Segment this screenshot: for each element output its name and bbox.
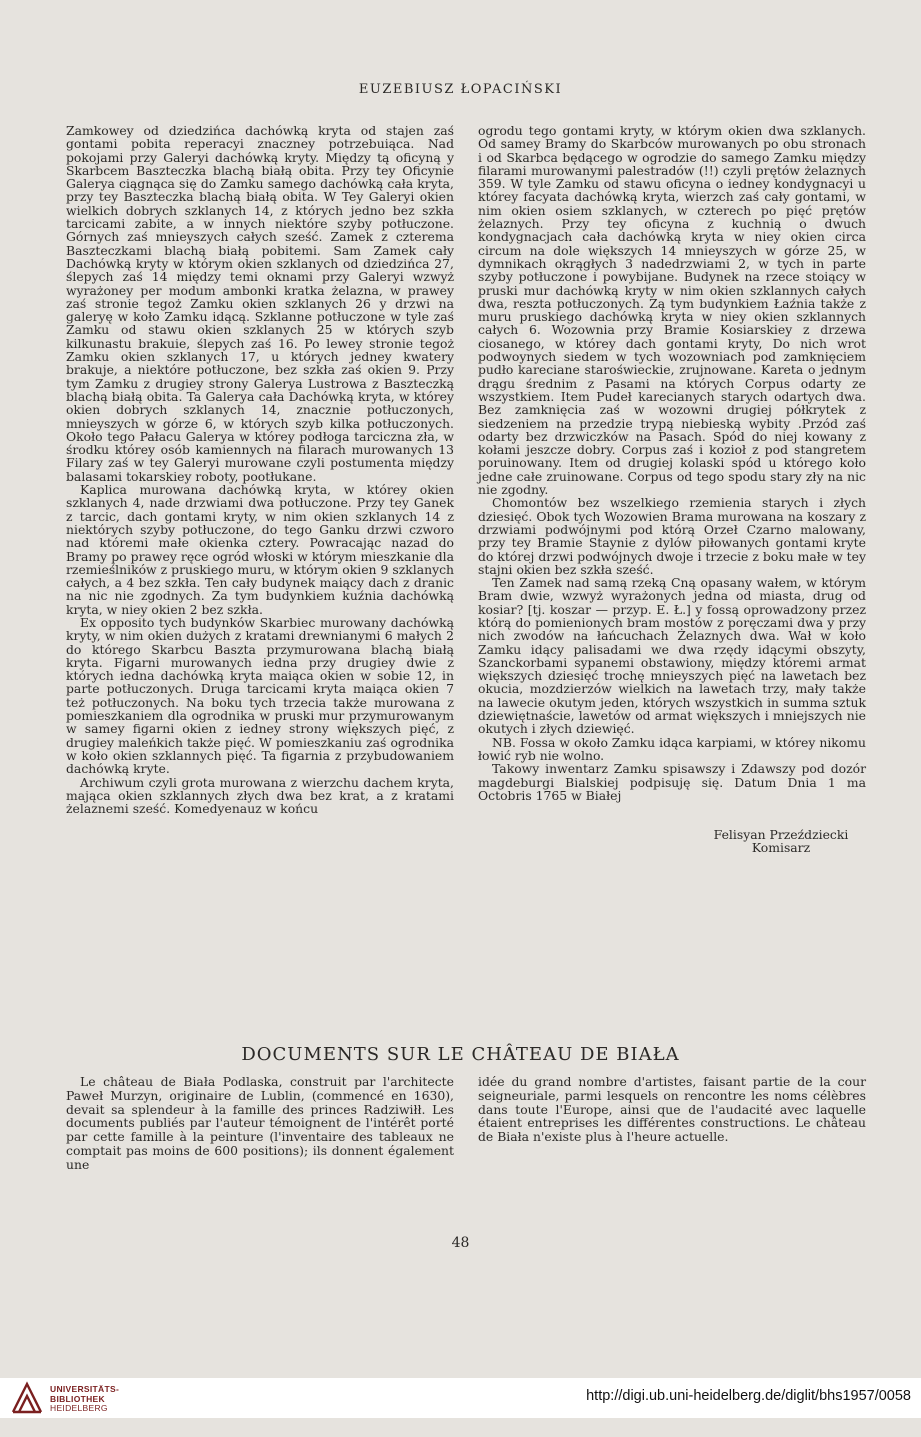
section-heading: DOCUMENTS SUR LE CHÂTEAU DE BIAŁA: [241, 1044, 680, 1065]
paragraph: Ex opposito tych budynków Skarbiec murowany dachówką kryty, w nim okien dużych z kratami drewnianymi 6 małych 2 do którego Skarbcu Baszta przymurowana blachą białą kryta. Figarni murowanych iedna przy drugiey dwie z których iedna dachówką kryta maiąca okien w sobie 12, in parte potłuczonych. Druga tarcicami kryta maiąca okien 7 też potłuczonych. Na boku tych trzecia także murowana z pomieszkaniem dla ogrodnika w pruski mur przymurowanym w samey figarni okien z iedney strony większych pięć, z drugiey maleńkich także pięć. W pomieszkaniu zaś ogrodnika w koło okien szklannych pięć. Ta figarnia z przybudowaniem dachówką kryte.: [66, 614, 454, 777]
paragraph: ogrodu tego gontami kryty, w którym okien dwa szklanych. Od samey Bramy do Skarbców murowanych po obu stronach i od Skarbca będącego w ogrodzie do samego Zamku między filarami murowanymi palestradów (!!) czyli prętów żelaznych 359. W tyle Zamku od stawu oficyna o iedney kondygnacyi u którey facyata dachówką kryta, wierzch zaś cały gontami, w nim okien osiem szklanych, w czterech po pięć prętów żelaznych. Przy tey oficyna z kuchnią o dwuch kondygnacjach cała dachówką kryta w niey okien circa circum na dole większych 14 mnieyszych w górze 25, w dymnikach okrągłych 3 nadedrzwiami 2, w tych in parte szyby potłuczone i powybijane. Budynek na rzece stoiący w pruski mur dachówką kryty w nim okien szklannych całych dwa, reszta potłuczonych. Zą tym budynkiem Łaźnia także z muru pruskiego dachówką kryta w niey okien szklannych całych 6. Wozownia przy Bramie Kosiarskiey z drzewa ciosanego, w którey dach gontami kryty, Do nich wrot podwoynych siedem w tych wozowniach pod zamknięciem pudło kareciane staroświeckie, zrujnowane. Kareta o jednym drągu średnim z Pasami na których Corpus odarty ze wszystkiem. Item Pudeł karecianych starych odartych dwa. Bez zamknięcia zaś w wozowni drugiej półkrytek z siedzeniem na przedzie trypą niebieską wybity .Przód zaś odarty bez drzwiczków na Pasach. Spód do niej kowany z kołami jeszcze dobry. Corpus zaś i kozioł z pod stangretem poruinowany. Item od drugiej kolaski spód u którego koło jedne całe zruinowane. Corpus od tego spodu stary zły na nic nie zgodny.: [478, 123, 866, 498]
source-url-link[interactable]: http://digi.ub.uni-heidelberg.de/diglit/bhs1957/0058: [586, 1388, 911, 1404]
left-column: [66, 124, 454, 815]
paragraph: NB. Fossa w około Zamku idąca karpiami, w którey nikomu łowić ryb nie wolno.: [478, 734, 866, 763]
paragraph: Kaplica murowana dachówką kryta, w którey okien szklanych 4, nade drzwiami dwa potłuczone. Przy tey Ganek z tarcic, dach gontami kryty, w nim okien szklanych 14 z niektórych szyby potłuczone, do tego Ganku drzwi czworo nad któremi małe okienka cztery. Powracając nazad do Bramy po prawey ręce ogród włoski w którym mieszkanie dla rzemieślników z pruskiego muru, w którym okien 9 szklanych całych, a 4 bez szkła. Ten cały budynek maiący dach z dranic na nic nie zgodnych. Za tym budynkiem kuźnia dachówką kryta, w niey okien 2 bez szkła.: [66, 482, 454, 617]
paragraph: Zamkowey od dziedzińca dachówką kryta od stajen zaś gontami pobita reperacyi znaczney potrzebuiąca. Nad pokojami przy Galeryi dachówką kryty. Między tą oficyną y Skarbcem Baszteczka blachą białą obita. Przy tey Oficynie Galerya ciągnąca się do Zamku samego dachówką cała kryta, przy tey Baszteczka blachą białą obita. W Tey Galeryi okien wielkich dobrych szklanych 14, z których jedno bez szkła tarcicami zabite, a w innych niektóre szyby potłuczone. Górnych zaś mnieyszych całych sześć. Zamek z czterema Baszteczkami blachą białą pobitemi. Sam Zamek cały Dachówką kryty w którym okien szklanych od dziedzińca 27, ślepych zaś 14 między temi oknami przy Galeryi wzwyż wyrażoney per modum ambonki kratka żelazna, w prawey zaś stronie tegoż Zamku okien szklanych 26 y drzwi na galeryę w koło Zamku idącą. Szklanne potłuczone w tyle zaś Zamku od stawu okien szklanych 25 w których szyb kilkunastu brakuie, ślepych zaś 16. Po lewey stronie tegoż Zamku okien szklanych 17, u których jedney kwatery brakuje, a niektóre potłuczone, bez szkła zaś okien 9. Przy tym Zamku z drugiey strony Galerya Lustrowa z Baszteczką blachą białą obita. Ta Galerya cała Dachówką kryta, w którey okien dobrych szklanych 14, znacznie potłuczonych, mnieyszych w górze 6, w których szyb kilka potłuczonych. Około tego Pałacu Galerya w którey podłoga tarciczna zła, w środku którey osób kamiennych na filarach murowanych 13 Filary zaś w tey Galeryi murowane czyli postumenta między balasami tokarskiey roboty, pootłukane.: [66, 123, 454, 484]
running-head: EUZEBIUSZ ŁOPACIŃSKI: [358, 82, 563, 97]
paragraph: idée du grand nombre d'artistes, faisant partie de la cour seigneuriale, parmi lesquels on rencontre les noms célèbres dans toute l'Europe, ainsi que de l'audacité avec laquelle étaient entreprises les différentes constructions. Le château de Biała n'existe plus à l'heure actuelle.: [478, 1074, 866, 1145]
signature-title: Komisarz: [751, 840, 811, 856]
signature-name: Felisyan Przeździecki: [713, 827, 849, 843]
footer-bar: [0, 1378, 921, 1418]
library-logo-icon: [10, 1381, 44, 1415]
paragraph: Takowy inwentarz Zamku spisawszy i Zdawszy pod dozór magdeburgi Bialskiej podpisuję się. Datum Dnia 1 ma Octobris 1765 w Białej: [478, 761, 866, 803]
library-logo-text: UNIVERSITÄTS- BIBLIOTHEK HEIDELBERG: [50, 1384, 120, 1413]
summary-right-column: [478, 1075, 866, 1144]
page-number: 48: [451, 1235, 470, 1251]
paragraph: Le château de Biała Podlaska, construit par l'architecte Paweł Murzyn, originaire de Lublin, (commencé en 1630), devait sa splendeur à la famille des princes Radziwiłł. Les documents publiés par l'auteur témoignent de l'intérêt porté par cette famille à la peinture (l'inventaire des tableaux ne comptait pas moins de 600 positions); ils donnent également une: [66, 1074, 454, 1172]
signature-block: [478, 828, 866, 855]
right-column: [478, 124, 866, 855]
summary-left-column: [66, 1075, 454, 1172]
paragraph: Archiwum czyli grota murowana z wierzchu dachem kryta, mająca okien szklannych złych dwa bez krat, a z kratami żelaznemi sześć. Komedyenauz w końcu: [66, 774, 454, 817]
paragraph: Ten Zamek nad samą rzeką Cną opasany wałem, w którym Bram dwie, wzwyż wyrażonych jedna od miasta, drug od kosiar? [tj. koszar — przyp. E. Ł.] y fossą oprowadzony przez którą do pomienionych bram mostów z poręczami dwa y przy nich zwodów na łańcuchach Żelaznych dwa. Wał w koło Zamku idący palisadami we dwa rzędy idącymi obszyty, Szanckorbami sypanemi obstawiony, między któremi armat większych dziesięć trochę mnieyszych pięć na lawetach bez okucia, mozdzierzów wielkich na lawetach trzy, mały także na lawecie okutym jeden, których wszystkich in summa sztuk dziewiętnaście, lawetów od armat większych i mniejszych nie okutych i złych dziewięć.: [478, 575, 866, 737]
paragraph: Chomontów bez wszelkiego rzemienia starych i złych dziesięć. Obok tych Wozowien Brama murowana na koszary z drzwiami podwójnymi pod którą Orzeł Czarno malowany, przy tey Bramie Staynie z dylów piłowanych gontami kryte do której drzwi podwójnych dwoje i trzecie z boku małe w tey stajni okien bez szkła sześć.: [478, 495, 866, 577]
